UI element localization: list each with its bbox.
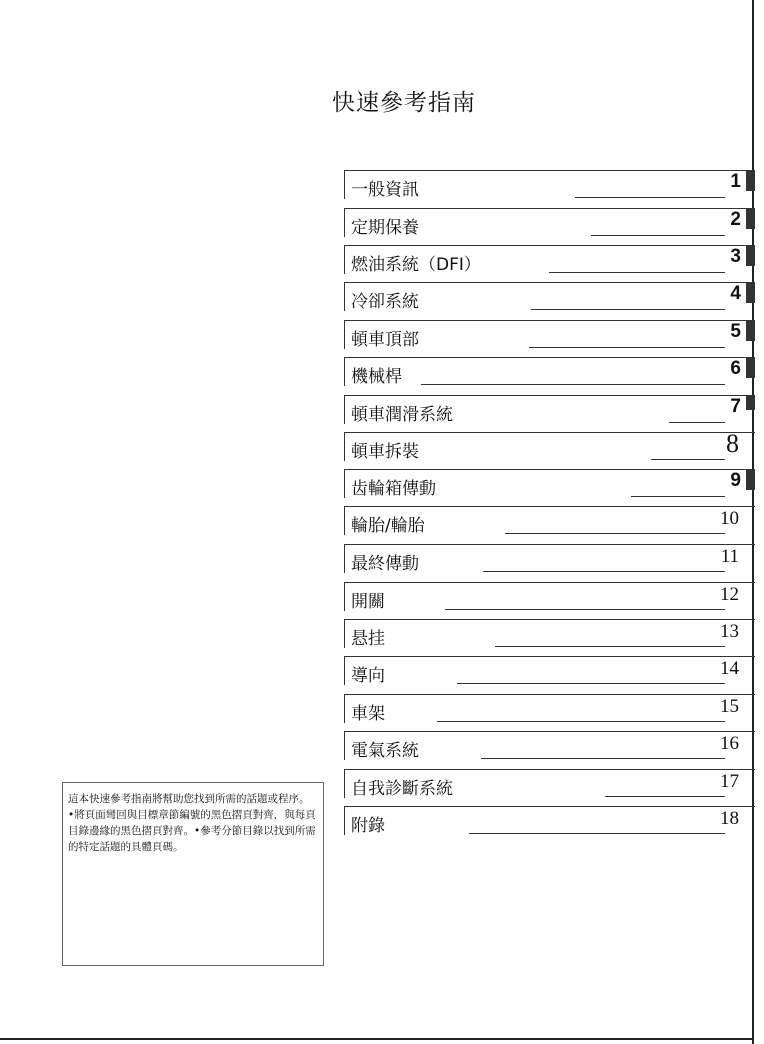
toc-leader-line	[445, 609, 725, 610]
toc-item-disassembly[interactable]	[344, 429, 755, 462]
toc-leader-line	[631, 496, 725, 497]
thumb-tab	[746, 358, 755, 378]
toc-item-transmission[interactable]	[344, 469, 755, 498]
toc-number: 8	[726, 429, 739, 458]
toc-label: 齿輪箱傳動	[351, 479, 436, 499]
toc-leader-line	[481, 758, 725, 759]
toc-number: 12	[720, 584, 739, 605]
toc-number: 14	[720, 658, 739, 679]
toc-number: 15	[720, 696, 739, 717]
toc-item-lever[interactable]	[344, 357, 755, 386]
toc-item-switches[interactable]	[344, 582, 755, 611]
toc-label: 自我診斷系統	[351, 779, 453, 799]
toc-item-self-diagnosis[interactable]	[344, 769, 755, 798]
toc-number: 1	[730, 171, 741, 192]
toc-leader-line	[575, 197, 725, 198]
toc-leader-line	[651, 459, 725, 460]
toc-number: 17	[720, 771, 739, 792]
toc-item-lubrication[interactable]	[344, 395, 755, 424]
toc-number: 5	[730, 321, 741, 342]
toc-label: 悬挂	[351, 629, 385, 649]
toc-item-electrical[interactable]	[344, 731, 755, 760]
toc-label: 燃油系統（DFI）	[351, 255, 481, 275]
toc-number: 18	[720, 808, 739, 829]
toc-leader-line	[591, 235, 725, 236]
toc-number: 7	[730, 396, 741, 417]
toc-leader-line	[437, 721, 725, 722]
toc-label: 一般資訊	[351, 180, 419, 200]
toc-label: 車架	[351, 704, 385, 724]
toc-leader-line	[605, 796, 725, 797]
toc-label: 頓車拆裝	[351, 442, 419, 462]
toc-item-final-drive[interactable]	[344, 544, 755, 573]
page-edge-bottom	[0, 1038, 754, 1040]
toc-number: 16	[720, 733, 739, 754]
instruction-paragraph: 這本快速參考指南將幫助您找到所需的話題或程序。	[68, 793, 310, 805]
toc-item-steering[interactable]	[344, 656, 755, 685]
toc-item-cooling-system[interactable]	[344, 282, 755, 311]
toc-item-general-info[interactable]	[344, 170, 755, 199]
toc-label: 機械桿	[351, 367, 402, 387]
toc-leader-line	[529, 347, 725, 348]
toc-label: 頓車頂部	[351, 330, 419, 350]
thumb-tab	[746, 396, 755, 410]
toc-label: 輪胎/輪胎	[351, 516, 425, 536]
toc-leader-line	[469, 833, 725, 834]
toc-item-top-end[interactable]	[344, 320, 755, 349]
toc-label: 附錄	[351, 816, 385, 836]
toc-number: 2	[730, 209, 741, 230]
thumb-tab	[746, 283, 755, 303]
thumb-tab	[746, 470, 755, 490]
toc-number: 4	[730, 283, 741, 304]
toc-leader-line	[505, 533, 725, 534]
page-title: 快速參考指南	[332, 90, 476, 116]
toc-label: 開關	[351, 592, 385, 612]
toc-leader-line	[669, 422, 725, 423]
toc-leader-line	[483, 571, 725, 572]
toc-number: 3	[730, 246, 741, 267]
thumb-tab	[746, 321, 755, 341]
toc-item-tires[interactable]	[344, 506, 755, 535]
toc-label: 電氣系統	[351, 741, 419, 761]
toc-label: 定期保養	[351, 218, 419, 238]
toc-leader-line	[495, 646, 725, 647]
toc-leader-line	[421, 384, 725, 385]
toc-item-fuel-system[interactable]	[344, 245, 755, 274]
thumb-tab	[746, 209, 755, 229]
toc-leader-line	[549, 272, 725, 273]
instruction-paragraph: •將頁面彎回與目標章節編號的黑色摺頁對齊，與每頁目錄邊緣的黑色摺頁對齊。•參考分節目錄以找到所需的特定話題的具體頁碼。	[68, 809, 316, 853]
toc-leader-line	[531, 309, 725, 310]
toc-leader-line	[457, 683, 725, 684]
thumb-tab	[746, 246, 755, 266]
toc-item-frame[interactable]	[344, 694, 755, 723]
toc-label: 最終傳動	[351, 554, 419, 574]
toc-number: 13	[720, 621, 739, 642]
toc-number: 9	[730, 470, 741, 491]
toc-label: 頓車潤滑系統	[351, 405, 453, 425]
toc-number: 10	[720, 508, 739, 529]
toc-item-appendix[interactable]	[344, 806, 755, 835]
toc-label: 導向	[351, 666, 385, 686]
toc-item-suspension[interactable]	[344, 619, 755, 648]
toc-item-periodic-maintenance[interactable]	[344, 208, 755, 237]
thumb-tab	[746, 171, 755, 191]
toc-number: 6	[730, 358, 741, 379]
toc-number: 11	[720, 546, 739, 567]
toc-label: 冷卻系統	[351, 292, 419, 312]
instruction-text	[68, 791, 318, 855]
instruction-box	[62, 782, 324, 966]
